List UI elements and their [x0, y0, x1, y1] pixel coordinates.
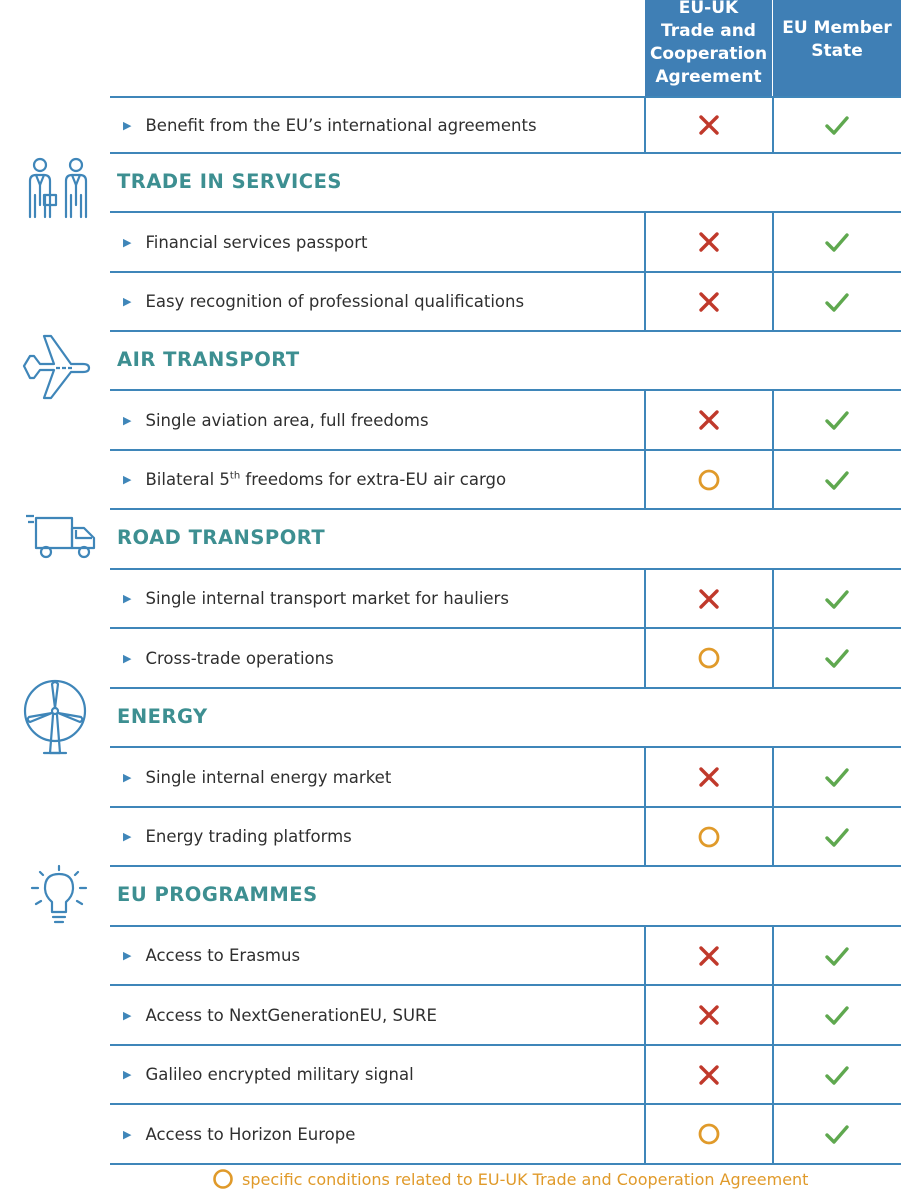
cross-icon [645, 747, 772, 807]
row-label-text: Access to NextGenerationEU, SURE [145, 1005, 437, 1025]
row-label [123, 390, 429, 450]
column-divider [772, 807, 774, 866]
bullet-triangle-icon: ▶ [123, 1008, 132, 1022]
header-line: Agreement [655, 67, 762, 87]
bullet-triangle-icon: ▶ [123, 235, 132, 249]
header-line: Trade and [661, 21, 756, 41]
row-divider [110, 152, 901, 154]
check-icon [773, 807, 901, 866]
wind-turbine-icon [22, 678, 88, 762]
table-row [110, 569, 901, 628]
table-row [110, 747, 901, 807]
row-label [123, 1045, 414, 1104]
legend [212, 1168, 808, 1190]
bullet-triangle-icon: ▶ [123, 770, 132, 784]
table-row [110, 1104, 901, 1164]
table-row [110, 807, 901, 866]
column-divider [644, 985, 646, 1045]
bullet-triangle-icon: ▶ [123, 651, 132, 665]
cross-icon [645, 985, 772, 1045]
column-divider [772, 450, 774, 509]
column-divider [644, 747, 646, 807]
bullet-triangle-icon: ▶ [123, 949, 132, 962]
check-icon [773, 747, 901, 807]
column-divider [772, 569, 774, 628]
circle-icon [645, 1104, 772, 1164]
row-label-text: Easy recognition of professional qualifications [145, 292, 525, 311]
bullet-triangle-icon: ▶ [123, 1068, 132, 1081]
column-divider [772, 1045, 774, 1104]
column-divider [644, 926, 646, 985]
check-icon [773, 926, 901, 985]
table-row [110, 1045, 901, 1104]
row-label [123, 1104, 355, 1164]
check-icon [773, 450, 901, 509]
bullet-triangle-icon: ▶ [123, 118, 132, 132]
check-icon [773, 97, 901, 153]
cross-icon [645, 272, 772, 331]
row-divider [110, 687, 901, 689]
cross-icon [645, 390, 772, 450]
row-label [123, 212, 368, 272]
section-heading: ENERGY [117, 704, 208, 728]
column-divider [644, 1104, 646, 1164]
column-divider [772, 747, 774, 807]
check-icon [773, 1104, 901, 1164]
table-row [110, 926, 901, 985]
column-divider [772, 926, 774, 985]
column-divider [644, 450, 646, 509]
truck-icon [24, 512, 98, 566]
business-people-icon [22, 155, 94, 223]
row-label-text: Single internal transport market for hauliers [145, 589, 509, 608]
section-heading: AIR TRANSPORT [117, 347, 300, 371]
row-label [123, 450, 506, 509]
check-icon [773, 212, 901, 272]
bullet-triangle-icon: ▶ [123, 413, 132, 427]
circle-icon [645, 807, 772, 866]
check-icon [773, 390, 901, 450]
cross-icon [645, 97, 772, 153]
row-label-text: Financial services passport [145, 232, 368, 252]
column-header-eu-uk-tca [645, 0, 772, 97]
section-heading: ROAD TRANSPORT [117, 526, 326, 549]
cross-icon [645, 212, 772, 272]
row-label [123, 272, 524, 331]
section-heading: EU PROGRAMMES [117, 883, 318, 906]
table-row [110, 212, 901, 272]
table-row [110, 390, 901, 450]
column-divider [772, 985, 774, 1045]
label-part: freedoms for extra-EU air cargo [240, 470, 507, 489]
bullet-triangle-icon: ▶ [123, 592, 132, 605]
airplane-icon [20, 332, 92, 406]
row-label [123, 97, 537, 153]
row-divider [110, 865, 901, 867]
check-icon [773, 569, 901, 628]
lightbulb-icon [28, 864, 90, 934]
label-superscript: th [229, 470, 241, 482]
column-divider [644, 390, 646, 450]
row-label [123, 569, 509, 628]
column-divider [772, 390, 774, 450]
column-divider [644, 212, 646, 272]
row-label-text: Single aviation area, full freedoms [145, 410, 429, 430]
row-label-text: Single internal energy market [145, 767, 392, 787]
cross-icon [645, 569, 772, 628]
circle-icon [212, 1168, 234, 1190]
cross-icon [645, 926, 772, 985]
header-line: Cooperation [649, 44, 768, 64]
section-heading: TRADE IN SERVICES [117, 169, 342, 193]
check-icon [773, 272, 901, 331]
header-line: State [811, 41, 863, 61]
check-icon [773, 985, 901, 1045]
table-row [110, 450, 901, 509]
column-divider [772, 97, 774, 153]
column-divider [644, 569, 646, 628]
column-divider [772, 212, 774, 272]
bullet-triangle-icon: ▶ [123, 473, 132, 486]
table-row [110, 97, 901, 153]
row-label [123, 628, 334, 688]
bullet-triangle-icon: ▶ [123, 1127, 132, 1141]
column-divider [644, 272, 646, 331]
row-label [123, 985, 437, 1045]
row-label [123, 747, 391, 807]
check-icon [773, 1045, 901, 1104]
row-label-text: Access to Horizon Europe [145, 1124, 356, 1144]
column-divider [644, 97, 646, 153]
row-label [123, 807, 352, 866]
column-divider [644, 1045, 646, 1104]
row-label-text: Benefit from the EU’s international agreements [145, 115, 537, 135]
row-label-text [145, 470, 506, 489]
row-label-text: Energy trading platforms [145, 827, 352, 846]
row-divider [110, 508, 901, 510]
column-divider [644, 628, 646, 688]
legend-text: specific conditions related to EU-UK Trade and Cooperation Agreement [242, 1169, 809, 1189]
header-line: EU Member [782, 18, 892, 38]
bullet-triangle-icon: ▶ [123, 295, 132, 308]
row-label-text: Access to Erasmus [145, 946, 301, 965]
row-label [123, 926, 300, 985]
column-divider [644, 807, 646, 866]
column-divider [772, 1104, 774, 1164]
row-divider [110, 1163, 901, 1165]
label-part: Bilateral 5 [145, 470, 230, 489]
row-label-text: Cross-trade operations [145, 648, 334, 668]
table-row [110, 628, 901, 688]
column-divider [772, 628, 774, 688]
table-row [110, 985, 901, 1045]
column-divider [772, 272, 774, 331]
cross-icon [645, 1045, 772, 1104]
header-line: EU-UK [678, 0, 739, 18]
bullet-triangle-icon: ▶ [123, 830, 132, 843]
table-row [110, 272, 901, 331]
row-label-text: Galileo encrypted military signal [145, 1065, 414, 1084]
check-icon [773, 628, 901, 688]
circle-icon [645, 450, 772, 509]
row-divider [110, 330, 901, 332]
circle-icon [645, 628, 772, 688]
column-header-eu-member-state [773, 0, 901, 97]
